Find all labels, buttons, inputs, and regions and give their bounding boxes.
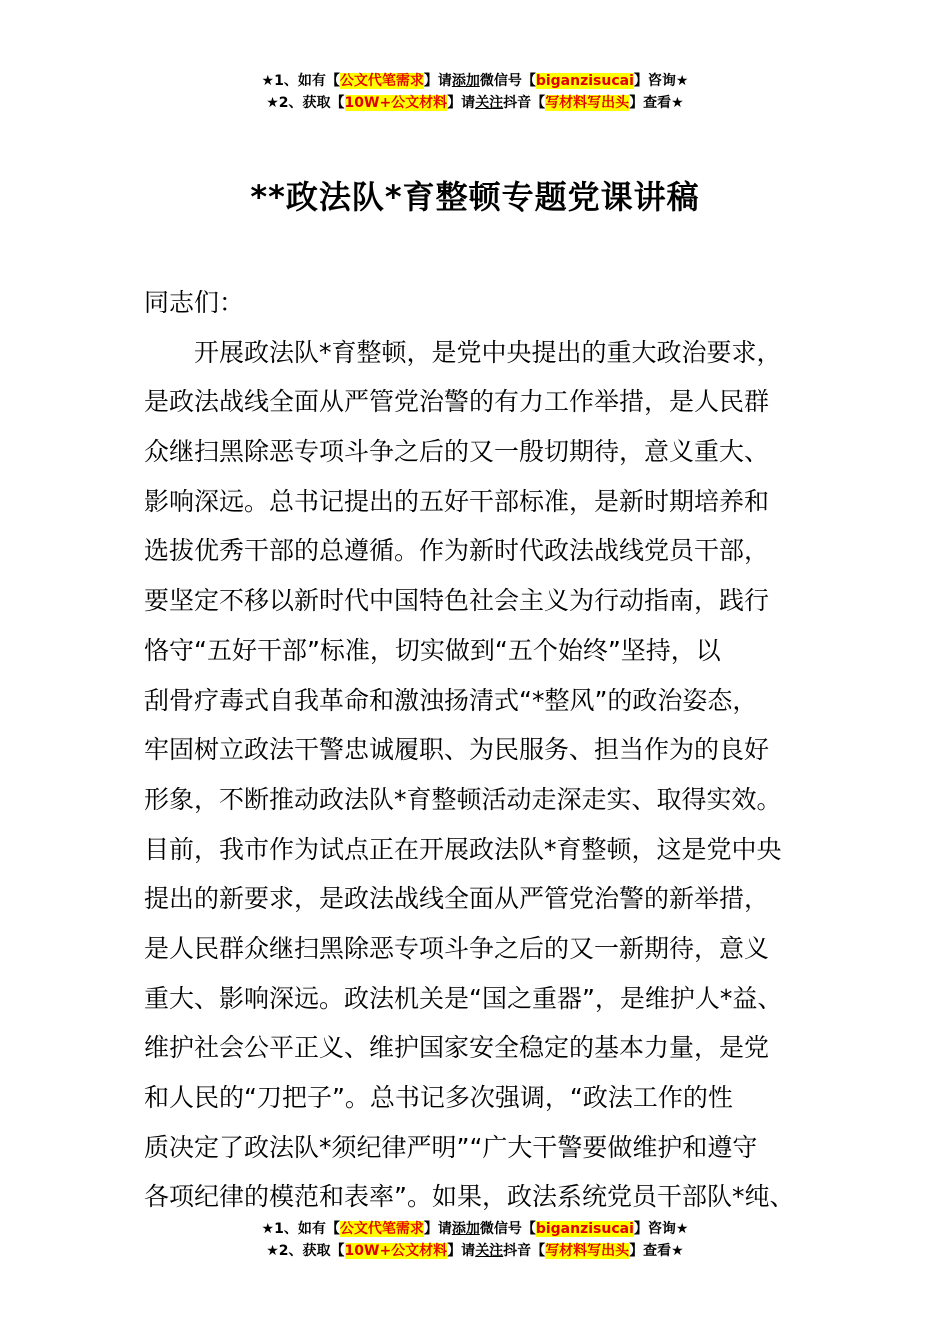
body-line: 要坚定不移以新时代中国特色社会主义为行动指南，践行 [144, 586, 770, 616]
promo-text: 】查看★ [629, 95, 684, 111]
body-line: 各项纪律的模范和表率”。如果，政法系统党员干部队*纯、 [144, 1182, 795, 1212]
body-line: 形象，不断推动政法队*育整顿活动走深走实、取得实效。 [144, 784, 782, 814]
promo-text: 】请 [423, 1221, 452, 1237]
document-title: **政法队*育整顿专题党课讲稿 [250, 178, 700, 216]
body-line: 目前，我市作为试点正在开展政法队*育整顿，这是党中央 [144, 834, 782, 864]
promo-underlined: 关注 [475, 1243, 504, 1259]
promo-text: 抖音【 [503, 95, 546, 111]
body-line: 开展政法队*育整顿，是党中央提出的重大政治要求， [194, 337, 782, 367]
promo-text: 】咨询★ [633, 1221, 689, 1237]
body-line: 是政法战线全面从严管党治警的有力工作举措，是人民群 [144, 387, 770, 417]
promo-underlined: 添加 [451, 1221, 480, 1237]
promo-text: 】请 [447, 1243, 476, 1259]
promo-text: 】请 [423, 73, 452, 89]
document-body [144, 278, 814, 1222]
promo-highlight: biganzisucai [535, 73, 634, 89]
body-line: 众继扫黑除恶专项斗争之后的又一殷切期待，意义重大、 [144, 437, 770, 467]
promo-line-2 [0, 92, 950, 114]
promo-text: ★1、如有【 [261, 1221, 340, 1237]
promo-banner-top [0, 70, 950, 114]
promo-underlined: 关注 [475, 95, 504, 111]
promo-highlight: 写材料写出头 [545, 95, 630, 111]
promo-line-1 [0, 70, 950, 92]
body-line: 提出的新要求，是政法战线全面从严管党治警的新举措， [144, 884, 770, 914]
promo-highlight: 公文代笔需求 [339, 1221, 424, 1237]
promo-highlight: 公文代笔需求 [339, 73, 424, 89]
promo-text: ★2、获取【 [266, 95, 345, 111]
promo-text: ★1、如有【 [261, 73, 340, 89]
body-line: 刮骨疗毒式自我革命和激浊扬清式“*整风”的政治姿态， [144, 685, 758, 715]
promo-highlight: biganzisucai [535, 1221, 634, 1237]
body-line: 和人民的“刀把子”。总书记多次强调，“政法工作的性 [144, 1083, 733, 1112]
promo-underlined: 添加 [451, 73, 480, 89]
promo-line-1 [0, 1218, 950, 1240]
body-line: 牢固树立政法干警忠诚履职、为民服务、担当作为的良好 [144, 735, 770, 765]
body-line: 质决定了政法队*须纪律严明”“广大干警要做维护和遵守 [144, 1132, 758, 1162]
body-line: 是人民群众继扫黑除恶专项斗争之后的又一新期待，意义 [144, 933, 770, 963]
body-line: 恪守“五好干部”标准，切实做到“五个始终”坚持，以 [144, 635, 721, 665]
body-line: 重大、影响深远。政法机关是“国之重器”，是维护人*益、 [144, 983, 783, 1013]
promo-highlight: 10W+公文材料 [344, 1243, 448, 1259]
body-line: 影响深远。总书记提出的五好干部标准，是新时期培养和 [144, 486, 770, 516]
promo-text: 微信号【 [479, 1221, 536, 1237]
body-line: 选拔优秀干部的总遵循。作为新时代政法战线党员干部， [144, 536, 770, 566]
promo-text: 】请 [447, 95, 476, 111]
promo-text: 】咨询★ [633, 73, 689, 89]
promo-banner-bottom [0, 1218, 950, 1262]
promo-highlight: 写材料写出头 [545, 1243, 630, 1259]
promo-text: 微信号【 [479, 73, 536, 89]
promo-text: ★2、获取【 [266, 1243, 345, 1259]
promo-line-2 [0, 1240, 950, 1262]
promo-highlight: 10W+公文材料 [344, 95, 448, 111]
promo-text: 】查看★ [629, 1243, 684, 1259]
salutation: 同志们： [144, 288, 245, 317]
promo-text: 抖音【 [503, 1243, 546, 1259]
body-line: 维护社会公平正义、维护国家安全稳定的基本力量，是党 [144, 1033, 770, 1063]
